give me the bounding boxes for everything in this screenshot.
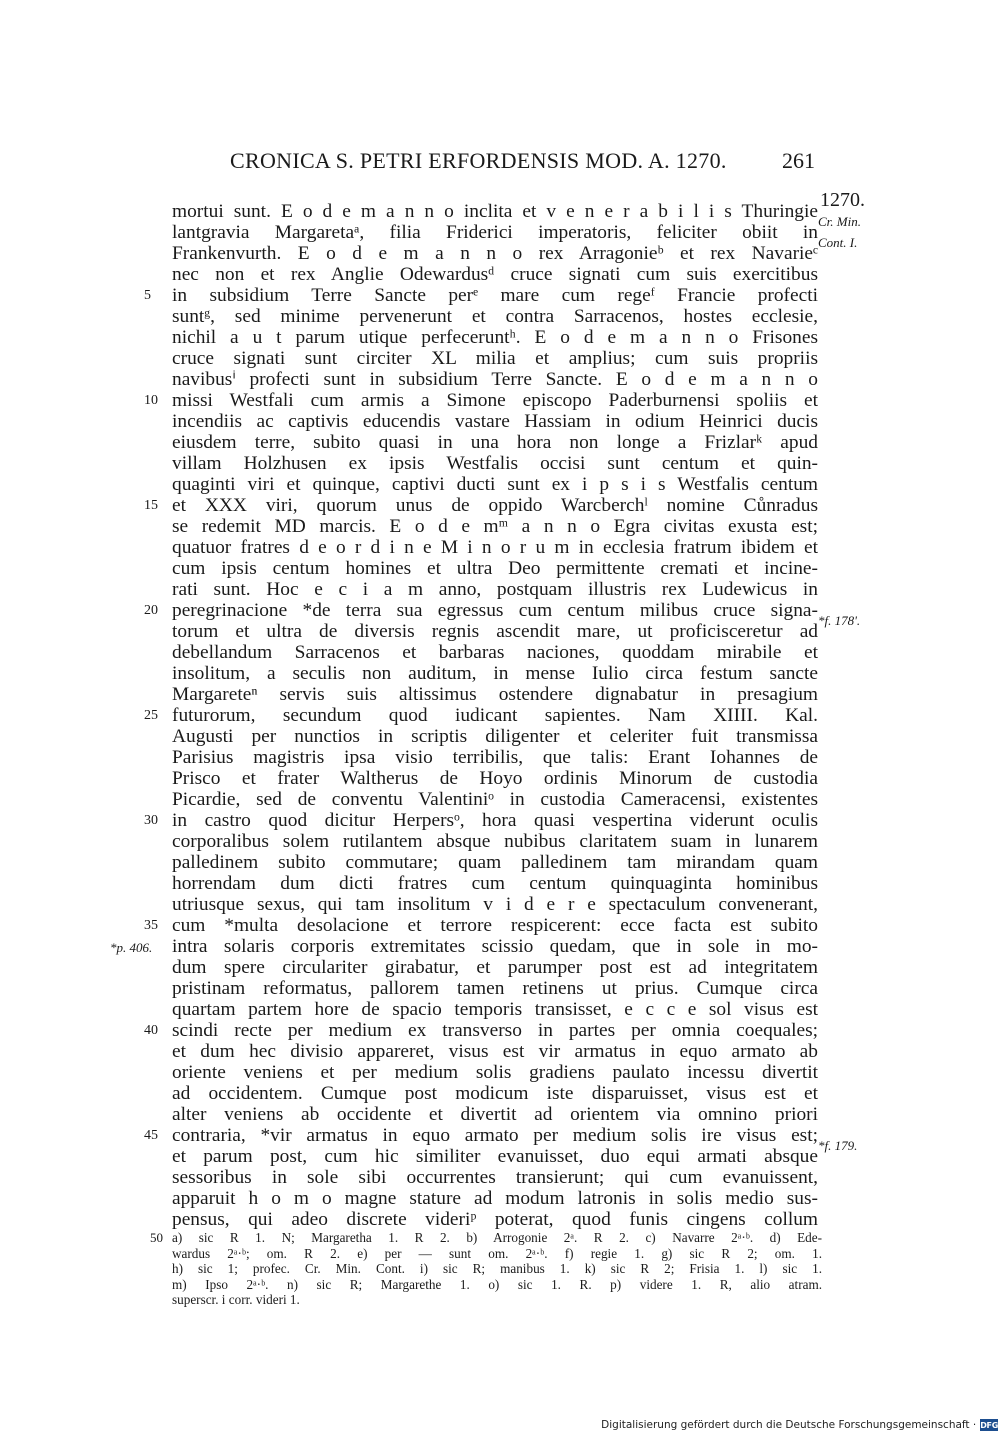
running-title: CRONICA S. PETRI ERFORDENSIS MOD. A. 1270. (230, 148, 727, 173)
text-line-content: cruce signati sunt circiter XL milia et amplius; cum suis propriis (172, 348, 818, 369)
text-line-content: in subsidium Terre Sancte perᵉ mare cum regeᶠ Francie profecti (172, 285, 818, 306)
text-line-content: intra solaris corporis extremitates scissio quedam, que in sole in mo- (172, 936, 818, 957)
footnote-line: wardus 2ᵃ·ᵇ; om. R 2. e) per — sunt om. 2ᵃ·ᵇ. f) regie 1. g) sic R 2; om. 1. (172, 1245, 822, 1261)
margin-note: *f. 178'. (818, 613, 861, 628)
line-number: 15 (144, 498, 158, 513)
text-line-content: alter veniens ab occidente et divertit ad orientem via omnino priori (172, 1104, 818, 1125)
text-line-content: rati sunt. Hoc e c i a m anno, postquam illustris rex Ludewicus in (172, 579, 818, 600)
text-line-content: pristinam reformatus, pallorem tamen retinens ut prius. Cumque circa (172, 978, 818, 999)
text-line-content: quartam partem hore de spacio temporis transisset, e c c e sol visus est (172, 999, 818, 1020)
text-line-content: quatuor fratres d e o r d i n e M i n o r u m in ecclesia fratrum ibidem et (172, 537, 818, 558)
text-line-content: sessoribus in sole sibi occurrentes transierunt; qui cum evanuissent, (172, 1167, 818, 1188)
text-line-content: insolitum, a seculis non auditum, in mense Iulio circa festum sancte (172, 663, 818, 684)
line-number: 40 (144, 1023, 158, 1038)
text-line-content: torum et ultra de diversis regnis ascendit mare, ut proficisceretur ad (172, 621, 818, 642)
line-number: 35 (144, 918, 158, 933)
footnote-line: a) sic R 1. N; Margaretha 1. R 2. b) Arrogonie 2ᵃ. R 2. c) Navarre 2ᵃ·ᵇ. d) Ede- (172, 1230, 822, 1245)
text-line-content: villam Holzhusen ex ipsis Westfalis occisi sunt centum et quin- (172, 453, 818, 474)
text-line-content: utriusque sexus, qui tam insolitum v i d e r e spectaculum convenerant, (172, 894, 818, 915)
text-line-content: lantgravia Margaretaᵃ, filia Friderici imperatoris, feliciter obiit in (172, 222, 818, 243)
text-line-content: eiusdem terre, subito quasi in una hora non longe a Frizlarᵏ apud (172, 432, 818, 453)
margin-note: Cont. I. (818, 235, 858, 250)
text-line-content: nec non et rex Anglie Odewardusᵈ cruce signati cum suis exercitibus (172, 264, 818, 285)
text-line-content: Parisius magistris ipsa visio terribilis, que talis: Erant Iohannes de (172, 747, 818, 768)
text-line-content: Prisco et frater Waltherus de Hoyo ordinis Minorum de custodia (172, 768, 818, 789)
footnote-line-marker: 50 (150, 1230, 163, 1245)
footnote-line: m) Ipso 2ᵃ·ᵇ. n) sic R; Margarethe 1. o) sic 1. R. p) videre 1. R, alio atram. (172, 1276, 822, 1292)
text-line-content: peregrinacione *de terra sua egressus cum centum milibus cruce signa- (172, 600, 818, 621)
text-line-content: missi Westfali cum armis a Simone episcopo Paderburnensi spoliis et (172, 390, 818, 411)
digitization-credit (601, 1415, 998, 1435)
text-line-content: oriente veniens et per medium solis gradiens paulato incessu divertit (172, 1062, 818, 1083)
margin-left-note: *p. 406. (110, 940, 153, 955)
text-line-content: apparuit h o m o magne stature ad modum latronis in solis medio sus- (172, 1188, 818, 1209)
margin-year: 1270. (820, 189, 865, 211)
line-number: 10 (144, 393, 158, 408)
text-line-content: mortui sunt. E o d e m a n n o inclita et v e n e r a b i l i s Thuringie (172, 201, 818, 222)
line-number: 45 (144, 1128, 158, 1143)
text-line-content: incendiis ac captivis educendis vastare Hassiam in odium Heinrici ducis (172, 411, 818, 432)
text-line-content: cum ipsis centum homines et ultra Deo permittente cremati et incine- (172, 558, 818, 579)
text-line-content: nichil a u t parum utique perfeceruntʰ. E o d e m a n n o Frisones (172, 327, 818, 348)
text-line-content: in castro quod dicitur Herpersᵒ, hora quasi vespertina viderunt oculis (172, 810, 818, 831)
text-line-content: quaginti viri et quinque, captivi ducti sunt ex i p s i s Westfalis centum (172, 474, 818, 495)
line-number: 30 (144, 813, 158, 828)
text-line-content: et XXX viri, quorum unus de oppido Warcberchˡ nomine Cůnradus (172, 495, 818, 516)
text-line-content: suntᵍ, sed minime pervenerunt et contra Sarracenos, hostes ecclesie, (172, 306, 818, 327)
text-line-content: scindi recte per medium ex transverso in partes per omnia coequales; (172, 1020, 818, 1041)
footnote-line: h) sic 1; profec. Cr. Min. Cont. i) sic R; manibus 1. k) sic R 2; Frisia 1. l) sic 1. (172, 1261, 822, 1276)
footnote-line: superscr. i corr. videri 1. (172, 1292, 300, 1307)
text-line-content: et parum post, cum hic similiter evanuisset, duo equi armati absque (172, 1146, 818, 1167)
text-line-content: et dum hec divisio appareret, visus est vir armatus in equo armato ab (172, 1041, 818, 1062)
text-line-content: navibusⁱ profecti sunt in subsidium Terre Sancte. E o d e m a n n o (172, 369, 818, 390)
text-line-content: corporalibus solem rutilantem absque nubibus claritatem suam in lunarem (172, 831, 818, 852)
margin-note: Cr. Min. (818, 214, 861, 229)
text-line-content: pensus, qui adeo discrete videriᵖ poterat, quod funis cingens collum (172, 1209, 818, 1230)
text-line-content: Augusti per nunctios in scriptis diligenter et celeriter fuit transmissa (172, 726, 818, 747)
text-line-content: contraria, *vir armatus in equo armato per medium solis ire visus est; (172, 1125, 818, 1146)
text-line-content: debellandum Sarracenos et barbaras naciones, quoddam mirabile et (172, 642, 818, 663)
text-line-content: se redemit MD marcis. E o d e mᵐ a n n o Egra civitas exusta est; (172, 516, 818, 537)
text-line-content: cum *multa desolacione et terrore respicerent: ecce facta est subito (172, 915, 818, 936)
text-line-content: Margareteⁿ servis suis altissimus ostendere dignabatur in presagium (172, 684, 818, 705)
credit-text: Digitalisierung gefördert durch die Deutsche Forschungsgemeinschaft · (601, 1419, 977, 1431)
margin-note: *f. 179. (818, 1138, 858, 1153)
page-number: 261 (782, 148, 815, 173)
text-line-content: palledinem subito commutare; quam palledinem tam mirandam quam (172, 852, 818, 873)
line-number: 25 (144, 708, 158, 723)
text-line-content: Picardie, sed de conventu Valentiniᵒ in custodia Cameracensi, existentes (172, 789, 818, 810)
dfg-logo: DFG (980, 1420, 998, 1430)
line-number: 5 (144, 288, 151, 303)
text-line-content: Frankenvurth. E o d e m a n n o rex Arragonieᵇ et rex Navarieᶜ (172, 243, 818, 264)
line-number: 20 (144, 603, 158, 618)
text-line-content: futurorum, secundum quod iudicant sapientes. Nam XIIII. Kal. (172, 705, 818, 726)
text-line-content: dum spere circulariter girabatur, et parumper post est ad integritatem (172, 957, 818, 978)
text-line-content: ad occidentem. Cumque post modicum iste disparuisset, visus est et (172, 1083, 818, 1104)
text-line-content: horrendam dum dicti fratres cum centum quinquaginta hominibus (172, 873, 818, 894)
